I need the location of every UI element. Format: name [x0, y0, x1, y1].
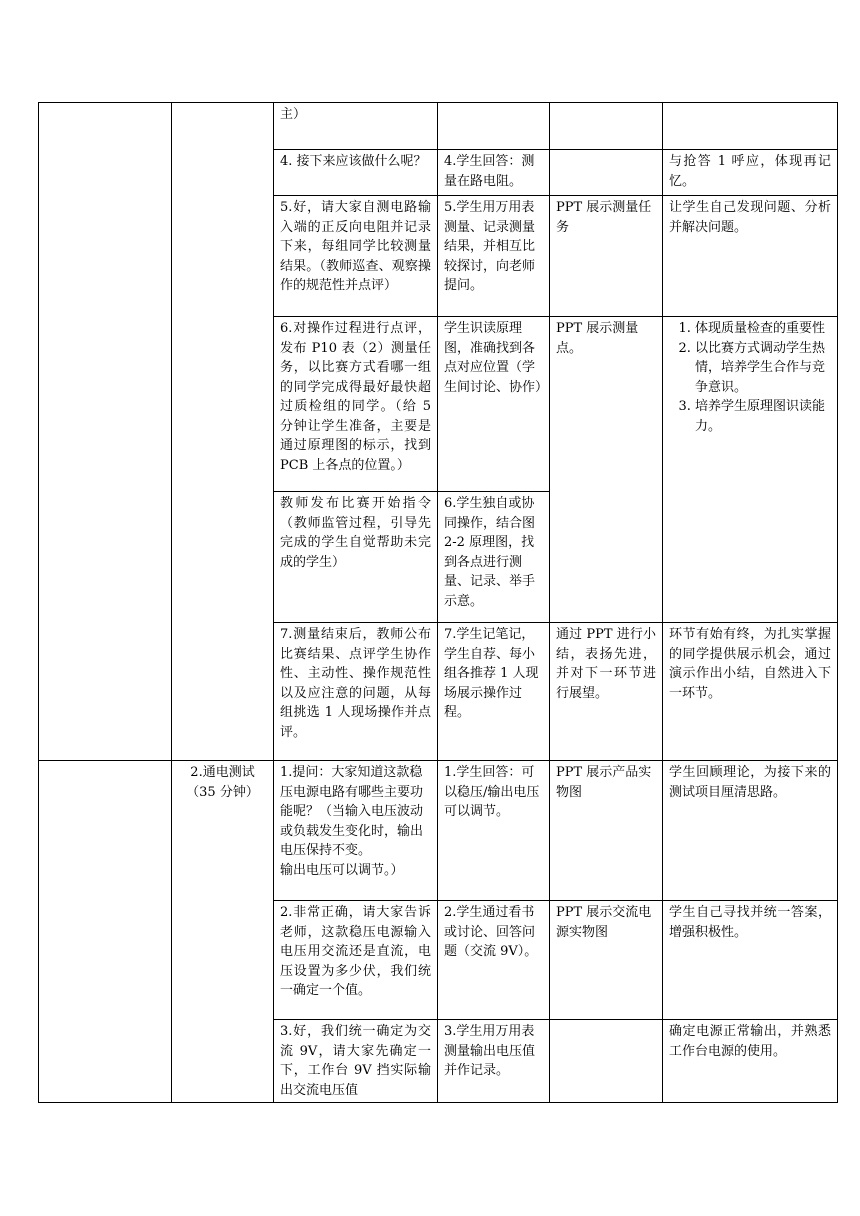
- media-cell: PPT 展示测量任务: [550, 196, 663, 317]
- teacher-activity: 5.好，请大家自测电路输入端的正反向电阻并记录下来，每组同学比较测量结果。（教师巡查、观察操作的规范性并点评）: [274, 196, 438, 317]
- intent-list-cell: [663, 317, 838, 623]
- student-activity: 4.学生回答：测量在路电阻。: [438, 150, 550, 196]
- teacher-activity: 2.非常正确，请大家告诉老师，这款稳压电源输入电压用交流还是直流，电压设置为多少伏，我们统一确定一个值。: [274, 901, 438, 1020]
- student-activity: 1.学生回答：可以稳压/输出电压可以调节。: [438, 761, 550, 901]
- list-item: 2. 以比赛方式调动学生热情，培养学生合作与竞争意识。: [695, 339, 831, 398]
- intent-cell: [663, 103, 838, 150]
- student-activity: 2.学生通过看书或讨论、回答问题（交流 9V）。: [438, 901, 550, 1020]
- student-activity: 学生识读原理图，准确找到各点对应位置（学生间讨论、协作）: [438, 317, 550, 492]
- teacher-activity: 3.好，我们统一确定为交流 9V，请大家先确定一下，工作台 9V 挡实际输出交流电压值: [274, 1020, 438, 1103]
- phase-cell: [39, 103, 172, 761]
- teacher-activity: 教师发布比赛开始指令（教师监管过程，引导先完成的学生自觉帮助未完成的学生）: [274, 492, 438, 623]
- intent-cell: 让学生自己发现问题、分析并解决问题。: [663, 196, 838, 317]
- student-activity: [438, 103, 550, 150]
- media-cell: PPT 展示测量点。: [550, 317, 663, 623]
- student-activity: 3.学生用万用表测量输出电压值并作记录。: [438, 1020, 550, 1103]
- stage-title-cell: [172, 761, 274, 1103]
- list-item: 3. 培养学生原理图识读能力。: [695, 397, 831, 436]
- media-cell: [550, 150, 663, 196]
- intent-cell: 与抢答 1 呼应，体现再记忆。: [663, 150, 838, 196]
- stage-cell: [172, 103, 274, 761]
- intent-list: [669, 319, 831, 436]
- teacher-activity: 6.对操作过程进行点评，发布 P10 表（2）测量任务，以比赛方式看哪一组的同学完成得最好最快超过质检组的同学。（给 5 分钟让学生准备，主要是通过原理图的标示，找到 PCB 上各点的位置。）: [274, 317, 438, 492]
- table-row: [39, 761, 838, 901]
- teacher-activity: 4. 接下来应该做什么呢？: [274, 150, 438, 196]
- media-cell: 通过 PPT 进行小结，表扬先进，并对下一环节进行展望。: [550, 623, 663, 761]
- phase-cell: [39, 761, 172, 1103]
- student-activity: 5.学生用万用表测量、记录测量结果，并相互比较探讨，向老师提问。: [438, 196, 550, 317]
- stage-duration: （35 分钟）: [186, 784, 259, 800]
- intent-cell: 环节有始有终，为扎实掌握的同学提供展示机会，通过演示作出小结，自然进入下一环节。: [663, 623, 838, 761]
- student-activity: 7.学生记笔记，学生自荐、每小组各推荐 1 人现场展示操作过程。: [438, 623, 550, 761]
- media-cell: [550, 1020, 663, 1103]
- teacher-activity: 7.测量结束后，教师公布比赛结果、点评学生协作性、主动性、操作规范性以及应注意的问题，从每组挑选 1 人现场操作并点评。: [274, 623, 438, 761]
- list-item: 1. 体现质量检查的重要性: [695, 319, 831, 339]
- teacher-activity: 主）: [274, 103, 438, 150]
- media-cell: PPT 展示产品实物图: [550, 761, 663, 901]
- media-cell: PPT 展示交流电源实物图: [550, 901, 663, 1020]
- intent-cell: 学生回顾理论，为接下来的测试项目厘清思路。: [663, 761, 838, 901]
- intent-cell: 学生自己寻找并统一答案，增强积极性。: [663, 901, 838, 1020]
- teacher-activity: 1.提问：大家知道这款稳压电源电路有哪些主要功能呢？（当输入电压波动或负载发生变化时，输出电压保持不变。 输出电压可以调节。）: [274, 761, 438, 901]
- media-cell: [550, 103, 663, 150]
- lesson-plan-table: [38, 102, 838, 1103]
- stage-title: 2.通电测试: [190, 765, 255, 780]
- student-activity: 6.学生独自或协同操作，结合图 2-2 原理图，找到各点进行测量、记录、举手示意。: [438, 492, 550, 623]
- table-row: [39, 103, 838, 150]
- intent-cell: 确定电源正常输出，并熟悉工作台电源的使用。: [663, 1020, 838, 1103]
